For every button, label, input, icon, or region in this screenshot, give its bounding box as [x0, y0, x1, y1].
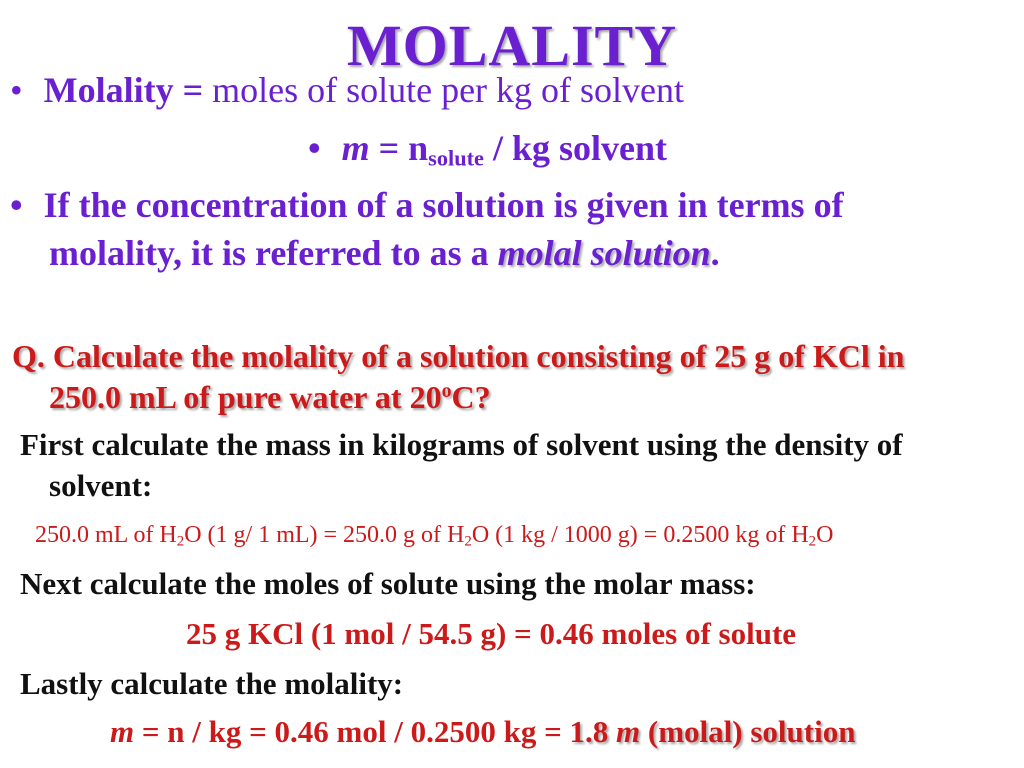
bullet2-period: . — [710, 233, 720, 273]
bullet-dot: • — [10, 185, 23, 225]
calc3-mid: = n / kg = 0.46 mol / 0.2500 kg = — [141, 714, 562, 749]
question-line2-a: 250.0 mL of pure water at 20 — [49, 379, 442, 415]
calc1-p2: O (1 g/ 1 mL) = 250.0 g of H — [184, 522, 465, 548]
bullet2-line2-text: molality, it is referred to as a — [49, 233, 489, 273]
calc2-equation: 25 g KCl (1 mol / 54.5 g) = 0.46 moles of solute — [186, 616, 797, 651]
term-molality: Molality = — [43, 70, 204, 110]
calc1-s3: 2 — [808, 533, 817, 550]
step1-line2: solvent: — [49, 468, 153, 503]
question-line2 — [49, 381, 491, 413]
bullet-molal-solution — [10, 187, 844, 223]
sub-bullet-formula — [308, 130, 667, 170]
formula-eq: = n — [378, 128, 429, 168]
step2-text: Next calculate the moles of solute using the molar mass: — [20, 566, 756, 601]
calc1-s1: 2 — [176, 533, 185, 550]
calc3-tail: (molal) solution — [647, 714, 856, 749]
slide-title: MOLALITY — [346, 13, 678, 78]
degree-sup: o — [441, 380, 452, 403]
formula-sub: solute — [428, 145, 484, 171]
calc3-m2: m — [616, 714, 641, 749]
calc1-equation — [35, 523, 833, 550]
formula-rest: / kg solvent — [492, 128, 667, 168]
calc1-p3: O (1 kg / 1000 g) = 0.2500 kg of H — [471, 522, 809, 548]
bullet2-line2 — [49, 235, 720, 271]
calc1-s2: 2 — [464, 533, 472, 550]
step3-text: Lastly calculate the molality: — [20, 666, 404, 701]
molal-solution-emphasis: molal solution — [497, 233, 711, 273]
calc1-p4: O — [816, 522, 834, 548]
bullet-dot: • — [10, 70, 23, 110]
bullet-molality-definition — [10, 72, 684, 108]
bullet2-line1: If the concentration of a solution is given in terms of — [43, 185, 844, 225]
question-line1: Q. Calculate the molality of a solution consisting of 25 g of KCl in — [12, 338, 905, 374]
question-line2-b: C? — [451, 379, 491, 415]
calc1-p1: 250.0 mL of H — [35, 522, 177, 548]
step1-line1: First calculate the mass in kilograms of solvent using the density of — [20, 427, 903, 462]
calc3-m: m — [110, 714, 135, 749]
definition-text: moles of solute per kg of solvent — [212, 70, 685, 110]
calc3-result: 1.8 — [569, 714, 609, 749]
bullet-dot: • — [308, 128, 321, 168]
calc3-equation — [110, 716, 855, 747]
formula-m: m — [341, 128, 370, 168]
